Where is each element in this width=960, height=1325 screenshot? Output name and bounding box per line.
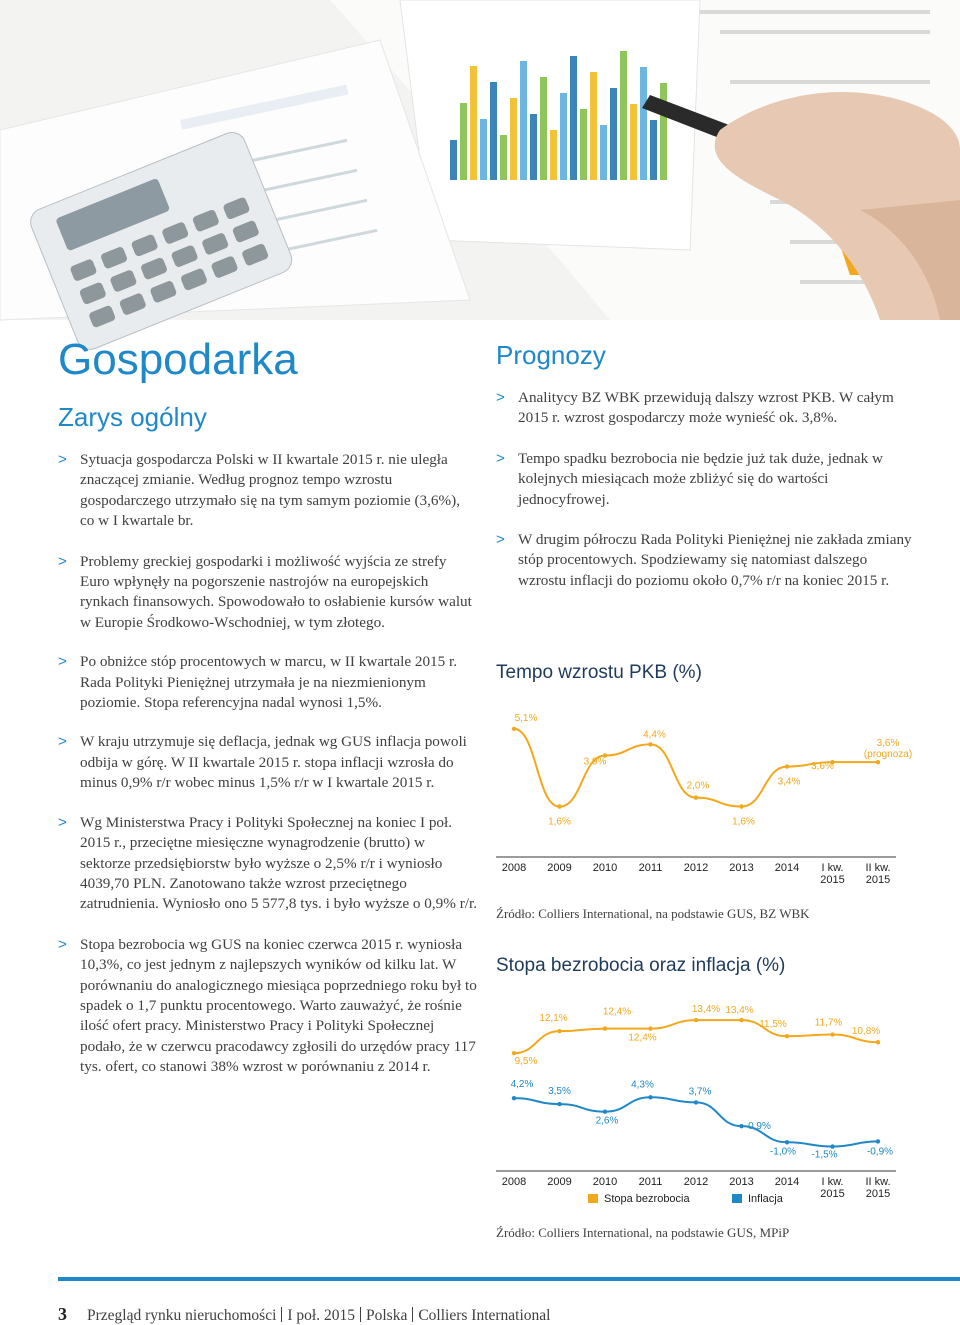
data-label: 13,4% xyxy=(725,1005,754,1017)
data-label: 3,7% xyxy=(688,1086,712,1098)
hero-bar xyxy=(590,72,597,180)
data-point xyxy=(739,1018,743,1022)
data-point xyxy=(694,795,698,799)
x-tick-label: I kw. 2015 xyxy=(820,1176,845,1200)
labour-chart xyxy=(496,1005,896,1220)
data-label: 3,9% xyxy=(583,756,607,768)
hero-bar xyxy=(570,56,577,180)
list-item: > Stopa bezrobocia wg GUS na koniec czerwca 2015 r. wyniosła 10,3%, co jest jednym z najlepszych wyników od kilku lat. W porównaniu do analogicznego miesiąca poprzedniego roku był to spadek o 1,7 punktu procentowego. Warto zauważyć, że rośnie ilość ofert pracy. Ministerstwo Pracy i Polityki Społecznej podało, że w czerwcu pracodawcy zgłosili do urzędów pracy 117 tys. ofert, co stanowi 38% wzrost w porównaniu z 2014 r. xyxy=(58,935,477,1076)
gdp-chart-source: Źródło: Colliers International, na podstawie GUS, BZ WBK xyxy=(496,906,810,921)
data-label: 0,9% xyxy=(748,1121,771,1133)
forecasts-list xyxy=(496,388,916,591)
hero-bar xyxy=(480,119,487,180)
hero-bar xyxy=(450,140,457,180)
bullet-marker: > xyxy=(496,389,505,406)
bullet-marker: > xyxy=(496,531,505,549)
data-label: -1,5% xyxy=(811,1149,838,1161)
data-point xyxy=(876,760,880,764)
bullet-marker: > xyxy=(58,451,67,468)
footer-separator xyxy=(412,1307,413,1322)
footer-separator xyxy=(360,1307,361,1322)
data-point xyxy=(876,1040,880,1044)
x-tick-label: 2013 xyxy=(729,1176,754,1188)
x-tick-label: 2009 xyxy=(547,1176,572,1188)
hero-bar xyxy=(600,125,607,180)
list-item: > Sytuacja gospodarcza Polski w II kwartale 2015 r. nie uległa znaczącej zmianie. Według prognoz tempo wzrostu gospodarczego utrzymało się na tym samym poziomie (3,6%), co w I kwartale br. xyxy=(58,451,461,530)
data-label: 2,6% xyxy=(595,1115,619,1127)
data-point xyxy=(603,1026,607,1030)
labour-chart-source: Źródło: Colliers International, na podstawie GUS, MPiP xyxy=(496,1225,790,1240)
data-label: 3,4% xyxy=(777,776,801,788)
page-heading: Gospodarka xyxy=(58,335,298,384)
hero-bar xyxy=(630,104,637,180)
data-point xyxy=(694,1100,698,1104)
hero-bar xyxy=(660,83,667,180)
list-item: > Problemy greckiej gospodarki i możliwość wyjścia ze strefy Euro wpłynęły na pogorszenie nastrojów na europejskich rynkach finansowych. Spowodowało to osłabienie kursów walut w Europie Środkowo-Wschodniej, w tym złotego. xyxy=(58,552,472,631)
data-point xyxy=(785,1034,789,1038)
data-point xyxy=(876,1139,880,1143)
data-label: 2,0% xyxy=(686,780,710,792)
hero-bar xyxy=(530,114,537,180)
legend-label: Inflacja xyxy=(748,1193,783,1205)
data-point xyxy=(739,804,743,808)
footer-separator xyxy=(281,1307,282,1322)
hero-bar xyxy=(520,61,527,180)
x-tick-label: 2012 xyxy=(683,1176,709,1188)
data-label: -1,0% xyxy=(769,1146,797,1158)
list-item: > Po obniżce stóp procentowych w marcu, w II kwartale 2015 r. Rada Polityki Pieniężnej utrzymała je na niezmienionym poziomie. Stopa referencyjna nadal wynosi 1,5%. xyxy=(58,653,458,712)
data-label: 4,3% xyxy=(631,1079,654,1091)
data-label: 1,6% xyxy=(732,816,755,828)
hero-bar xyxy=(560,93,567,180)
x-tick-label: 2008 xyxy=(501,1176,527,1188)
data-point xyxy=(648,1095,652,1099)
bullet-marker: > xyxy=(58,552,67,570)
data-point xyxy=(512,1096,516,1100)
hero-image xyxy=(0,0,960,320)
data-label: -0,9% xyxy=(866,1146,894,1158)
series-line xyxy=(514,1097,878,1146)
x-tick-label: 2013 xyxy=(729,862,754,874)
data-point xyxy=(739,1124,743,1128)
footer-period: I poł. 2015 xyxy=(287,1307,355,1324)
data-point xyxy=(785,1140,789,1144)
x-tick-label: 2009 xyxy=(547,862,572,874)
page-footer xyxy=(58,1304,550,1325)
overview-heading: Zarys ogólny xyxy=(58,402,207,432)
data-point xyxy=(648,1026,652,1030)
hero-bar xyxy=(650,120,657,180)
list-item: > W kraju utrzymuje się deflacja, jednak wg GUS inflacja powoli odbija w górę. W II kwartale 2015 r. stopa inflacji wzrosła do minus 0,9% r/r wobec minus 1,5% r/r w I kwartale 2015 r. xyxy=(58,733,467,792)
data-label: 11,5% xyxy=(759,1019,787,1031)
footer-company: Colliers International xyxy=(418,1307,551,1324)
x-tick-label: 2014 xyxy=(774,862,800,874)
labour-chart-title: Stopa bezrobocia oraz inflacja (%) xyxy=(496,955,786,976)
hero-bar xyxy=(640,67,647,180)
data-point xyxy=(512,1051,516,1055)
hero-bar xyxy=(470,66,477,180)
x-tick-label: 2014 xyxy=(774,1176,800,1188)
overview-list xyxy=(58,450,478,1078)
x-tick-label: II kw. 2015 xyxy=(865,1176,891,1200)
list-item: > Analitycy BZ WBK przewidują dalszy wzrost PKB. W całym 2015 r. wzrost gospodarczy może wynieść ok. 3,8%. xyxy=(496,389,894,427)
data-point xyxy=(830,1144,834,1148)
data-label: 13,4% xyxy=(691,1004,721,1016)
hero-bar xyxy=(500,135,507,180)
data-label: 4,2% xyxy=(510,1079,534,1091)
footer-publication: Przegląd rynku nieruchomości xyxy=(87,1307,277,1324)
data-label: 12,4% xyxy=(602,1006,632,1018)
data-label: 3,6% (prognoza) xyxy=(863,738,913,761)
bullet-marker: > xyxy=(58,733,67,751)
bullet-marker: > xyxy=(58,813,67,831)
data-point xyxy=(648,742,652,746)
x-tick-label: 2012 xyxy=(683,862,709,874)
data-label: 10,8% xyxy=(851,1026,881,1038)
x-tick-label: 2011 xyxy=(638,862,663,874)
hero-bar xyxy=(510,98,517,180)
footer-country: Polska xyxy=(365,1307,408,1324)
hero-bar xyxy=(490,82,497,180)
data-label: 1,6% xyxy=(548,816,571,828)
legend-label: Stopa bezrobocia xyxy=(604,1193,690,1205)
list-item: > W drugim półroczu Rada Polityki Pieniężnej nie zakłada zmiany stóp procentowych. Spodziewamy się natomiast dalszego wzrostu inflacji do poziomu około 0,7% r/r na koniec 2015 r. xyxy=(496,531,912,589)
data-label: 5,1% xyxy=(514,712,538,724)
data-label: 12,1% xyxy=(539,1013,568,1025)
x-tick-label: 2010 xyxy=(592,862,618,874)
data-label: 4,4% xyxy=(643,729,666,741)
data-point xyxy=(603,1110,607,1114)
gdp-chart xyxy=(496,712,913,892)
list-item: > Tempo spadku bezrobocia nie będzie już tak duże, jednak w kolejnych miesiącach może zbliżyć się do wartości jednocyfrowej. xyxy=(496,449,883,508)
data-label: 3,5% xyxy=(548,1086,571,1098)
hero-bar xyxy=(550,130,557,180)
data-point xyxy=(830,1032,834,1036)
data-label: 11,7% xyxy=(814,1017,843,1029)
data-point xyxy=(557,804,561,808)
data-point xyxy=(512,727,516,731)
hero-bar xyxy=(580,109,587,180)
data-label: 12,4% xyxy=(628,1032,657,1044)
data-point xyxy=(694,1018,698,1022)
page-number: 3 xyxy=(58,1304,67,1324)
data-point xyxy=(785,764,789,768)
data-label: 9,5% xyxy=(514,1056,538,1068)
hero-bar xyxy=(620,51,627,180)
x-tick-label: 2010 xyxy=(592,1176,618,1188)
x-tick-label: I kw. 2015 xyxy=(820,862,845,886)
gdp-chart-title: Tempo wzrostu PKB (%) xyxy=(496,662,702,683)
bullet-marker: > xyxy=(496,449,505,467)
x-tick-label: 2011 xyxy=(638,1176,663,1188)
forecasts-heading: Prognozy xyxy=(496,340,606,370)
x-tick-label: II kw. 2015 xyxy=(865,862,891,886)
legend-swatch xyxy=(588,1194,598,1203)
list-item: > Wg Ministerstwa Pracy i Polityki Społecznej na koniec I poł. 2015 r., przeciętne miesięczne wynagrodzenie (brutto) w sektorze przedsiębiorstw było wyższe o 2,5% r/r i wyniosło 4039,70 PLN. Zanotowano także wzrost przeciętnego zatrudnienia. Wyniosło ono 5 577,8 tys. i było wyższe o 0,9% r/r. xyxy=(58,813,477,913)
legend-swatch xyxy=(732,1194,742,1203)
data-label: 3,6% xyxy=(811,761,834,773)
footer-divider xyxy=(58,1277,960,1281)
x-tick-label: 2008 xyxy=(501,862,527,874)
data-point xyxy=(557,1029,561,1033)
bullet-marker: > xyxy=(58,653,67,671)
bullet-marker: > xyxy=(58,935,67,953)
hero-bar xyxy=(540,77,547,180)
data-point xyxy=(557,1102,561,1106)
hero-bar xyxy=(460,103,467,180)
hero-bar xyxy=(610,88,617,180)
